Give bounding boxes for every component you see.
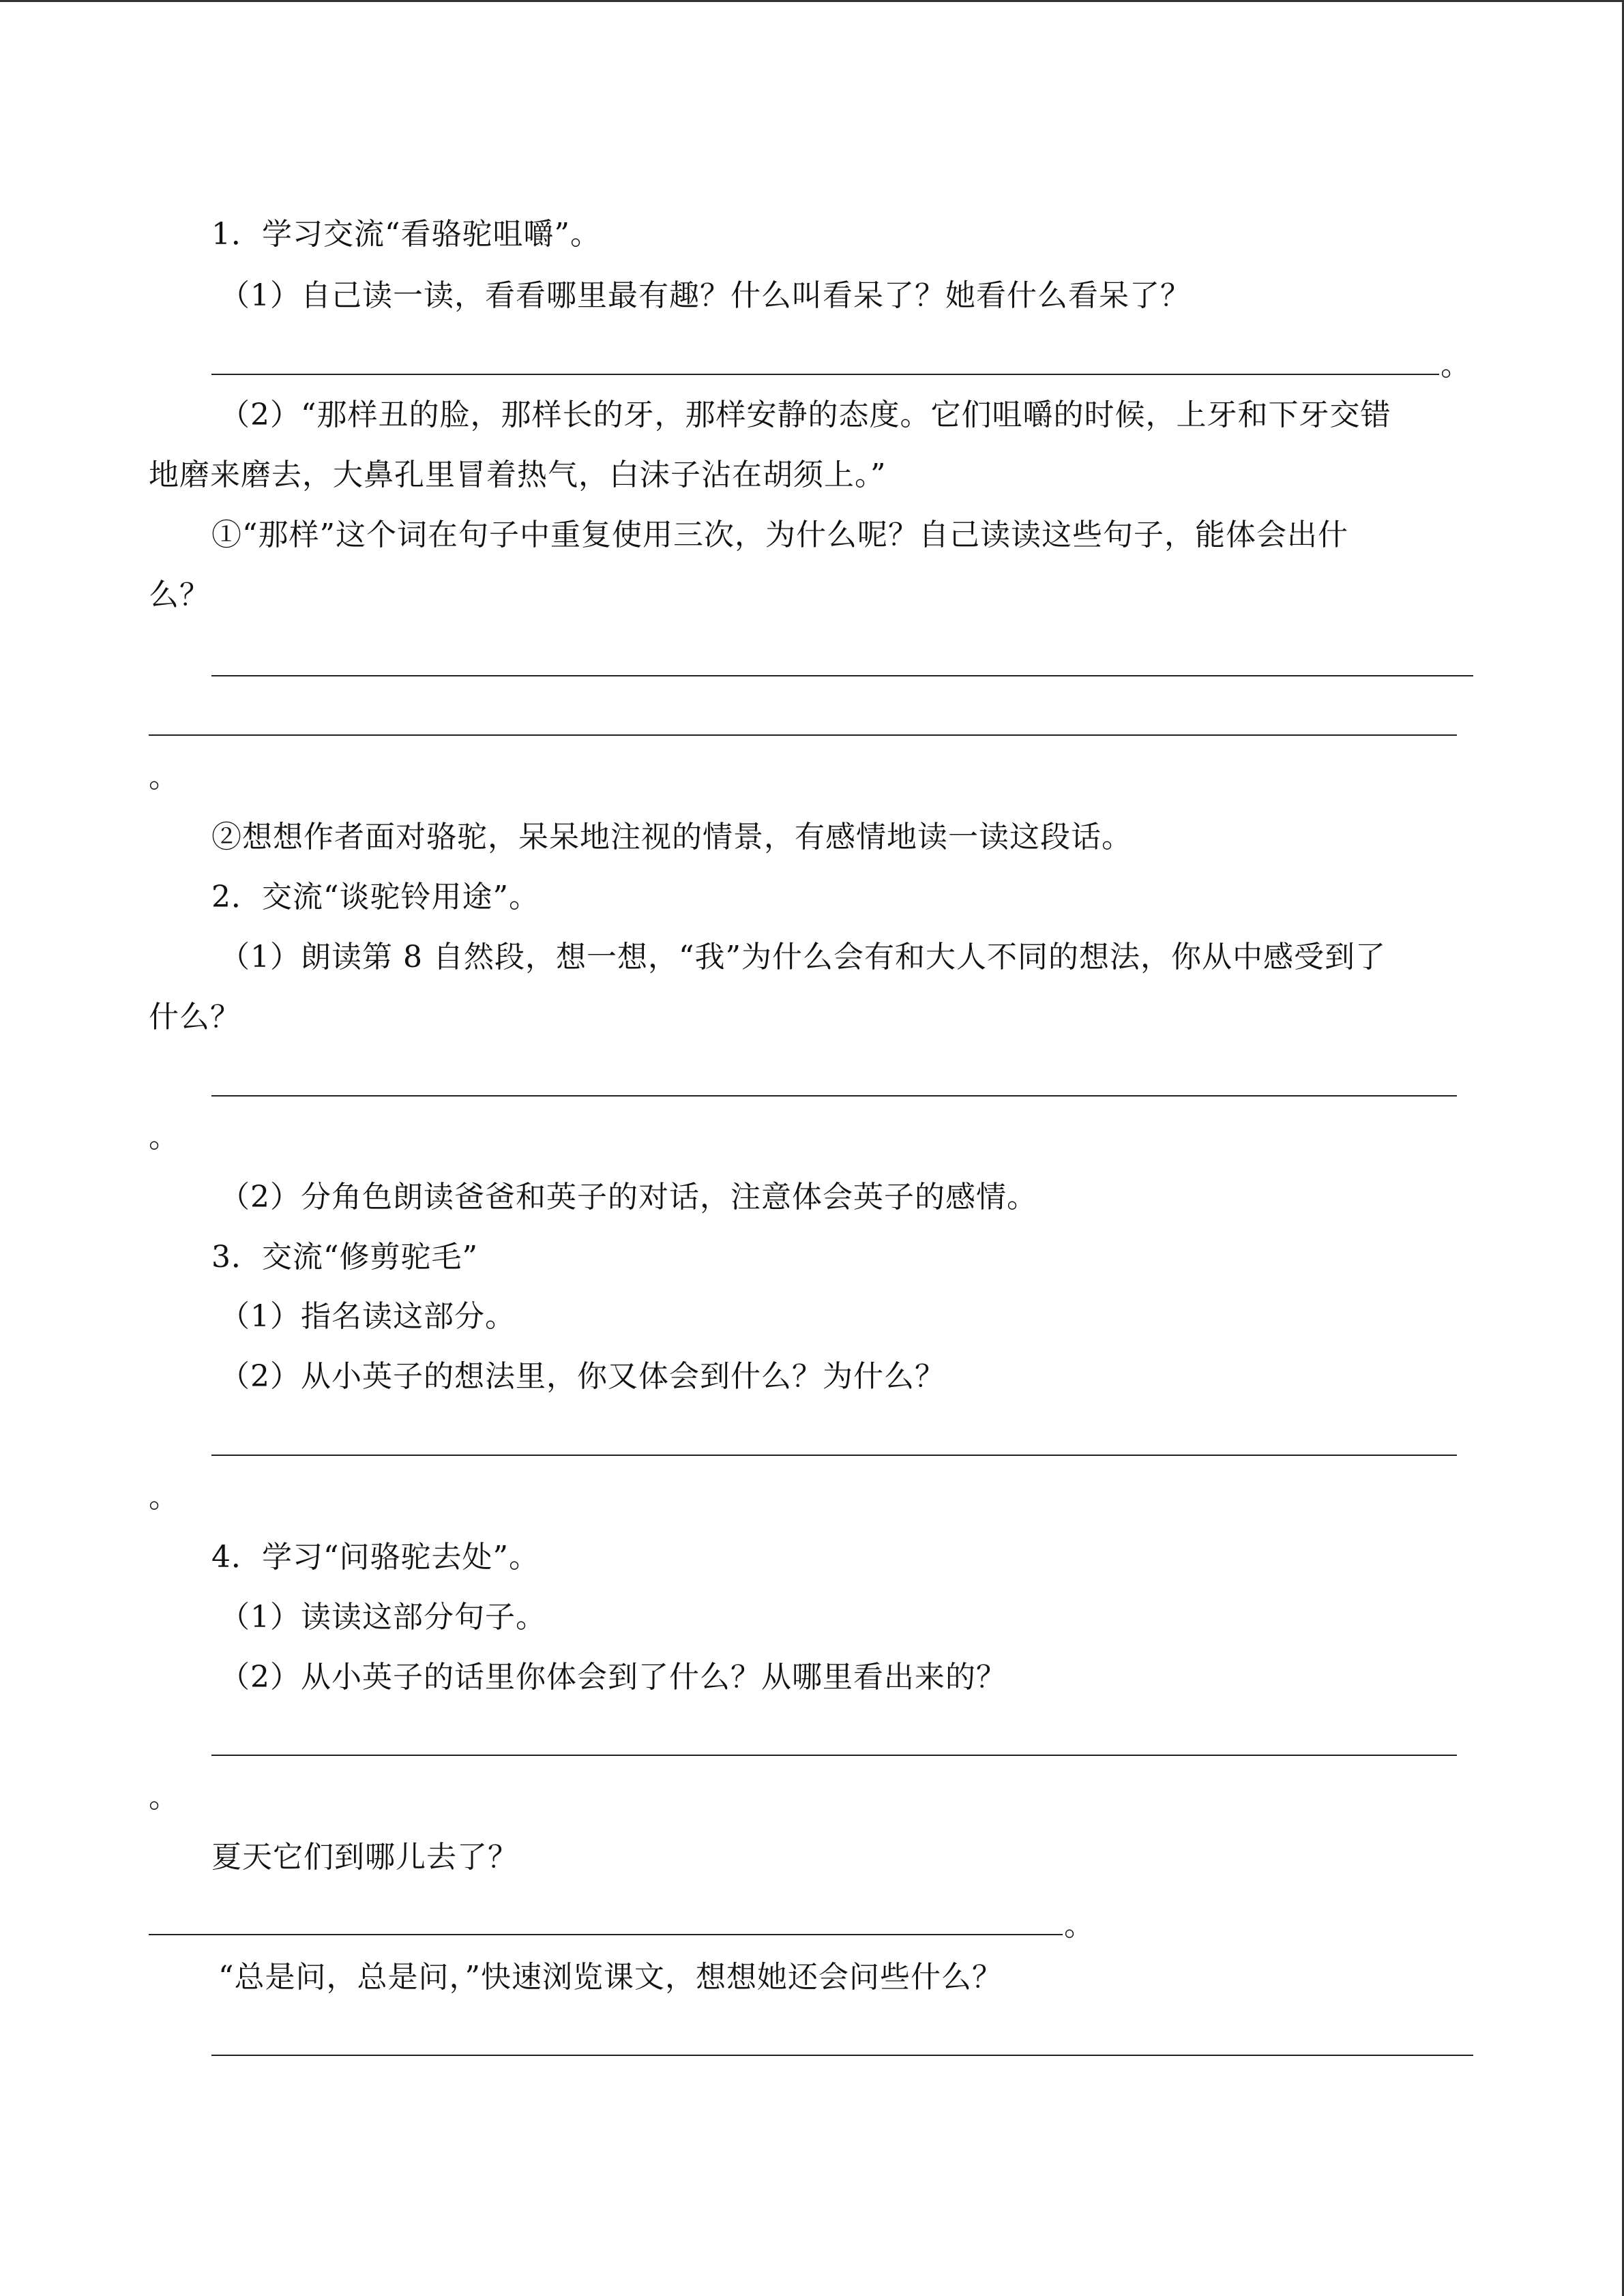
section-2-question-2: （2）分角色朗读爸爸和英子的对话，注意体会英子的感情。 bbox=[220, 1180, 1037, 1214]
section-2-question-1-line-1: （1）朗读第 8 自然段，想一想，“我”为什么会有和大人不同的想法，你从中感受到了 bbox=[220, 940, 1386, 974]
section-4-question-4: “总是问，总是问，”快速浏览课文，想想她还会问些什么？ bbox=[218, 1960, 1003, 1995]
section-1-question-2-line-2: 地磨来磨去，大鼻孔里冒着热气，白沫子沾在胡须上。” bbox=[149, 458, 887, 492]
answer-line-5-period: 。 bbox=[149, 1780, 179, 1815]
section-1-question-2b: ②想想作者面对骆驼，呆呆地注视的情景，有感情地读一读这段话。 bbox=[211, 820, 1132, 854]
answer-line-3[interactable] bbox=[211, 1095, 1457, 1097]
answer-line-6[interactable] bbox=[149, 1934, 1063, 1935]
section-1-question-2-line-1: （2）“那样丑的脸，那样长的牙，那样安静的态度。它们咀嚼的时候，上牙和下牙交错 bbox=[220, 398, 1391, 432]
answer-line-1-period: 。 bbox=[1441, 348, 1471, 383]
section-3-question-1: （1）指名读这部分。 bbox=[220, 1299, 516, 1334]
answer-line-2b[interactable] bbox=[149, 734, 1457, 736]
section-4-question-3: 夏天它们到哪儿去了？ bbox=[211, 1840, 518, 1875]
answer-line-4[interactable] bbox=[211, 1455, 1457, 1456]
section-3-question-2: （2）从小英子的想法里，你又体会到什么？为什么？ bbox=[220, 1359, 945, 1394]
section-1-question-2a-line-1: ①“那样”这个词在句子中重复使用三次，为什么呢？自己读读这些句子，能体会出什 bbox=[211, 518, 1348, 552]
section-3-heading: 3．交流“修剪驼毛” bbox=[211, 1240, 478, 1274]
section-4-heading: 4．学习“问骆驼去处”。 bbox=[211, 1540, 540, 1575]
section-2-question-1-line-2: 什么？ bbox=[149, 1000, 241, 1034]
answer-line-3-period: 。 bbox=[149, 1120, 179, 1154]
answer-line-1[interactable] bbox=[211, 374, 1439, 375]
answer-line-4-period: 。 bbox=[149, 1480, 179, 1515]
section-2-heading: 2．交流“谈驼铃用途”。 bbox=[211, 880, 540, 914]
answer-line-2-period: 。 bbox=[149, 760, 179, 794]
section-4-question-1: （1）读读这部分句子。 bbox=[220, 1600, 546, 1635]
answer-line-7[interactable] bbox=[211, 2055, 1473, 2056]
section-1-question-2a-line-2: 么？ bbox=[149, 578, 210, 612]
page-top-border bbox=[0, 0, 1624, 2]
answer-line-2a[interactable] bbox=[211, 675, 1473, 676]
answer-line-5[interactable] bbox=[211, 1755, 1457, 1756]
section-1-heading: 1．学习交流“看骆驼咀嚼”。 bbox=[211, 217, 601, 252]
section-4-question-2: （2）从小英子的话里你体会到了什么？从哪里看出来的？ bbox=[220, 1660, 1007, 1695]
section-1-question-1: （1）自己读一读，看看哪里最有趣？什么叫看呆了？她看什么看呆了？ bbox=[220, 278, 1191, 313]
answer-line-6-period: 。 bbox=[1064, 1908, 1094, 1943]
